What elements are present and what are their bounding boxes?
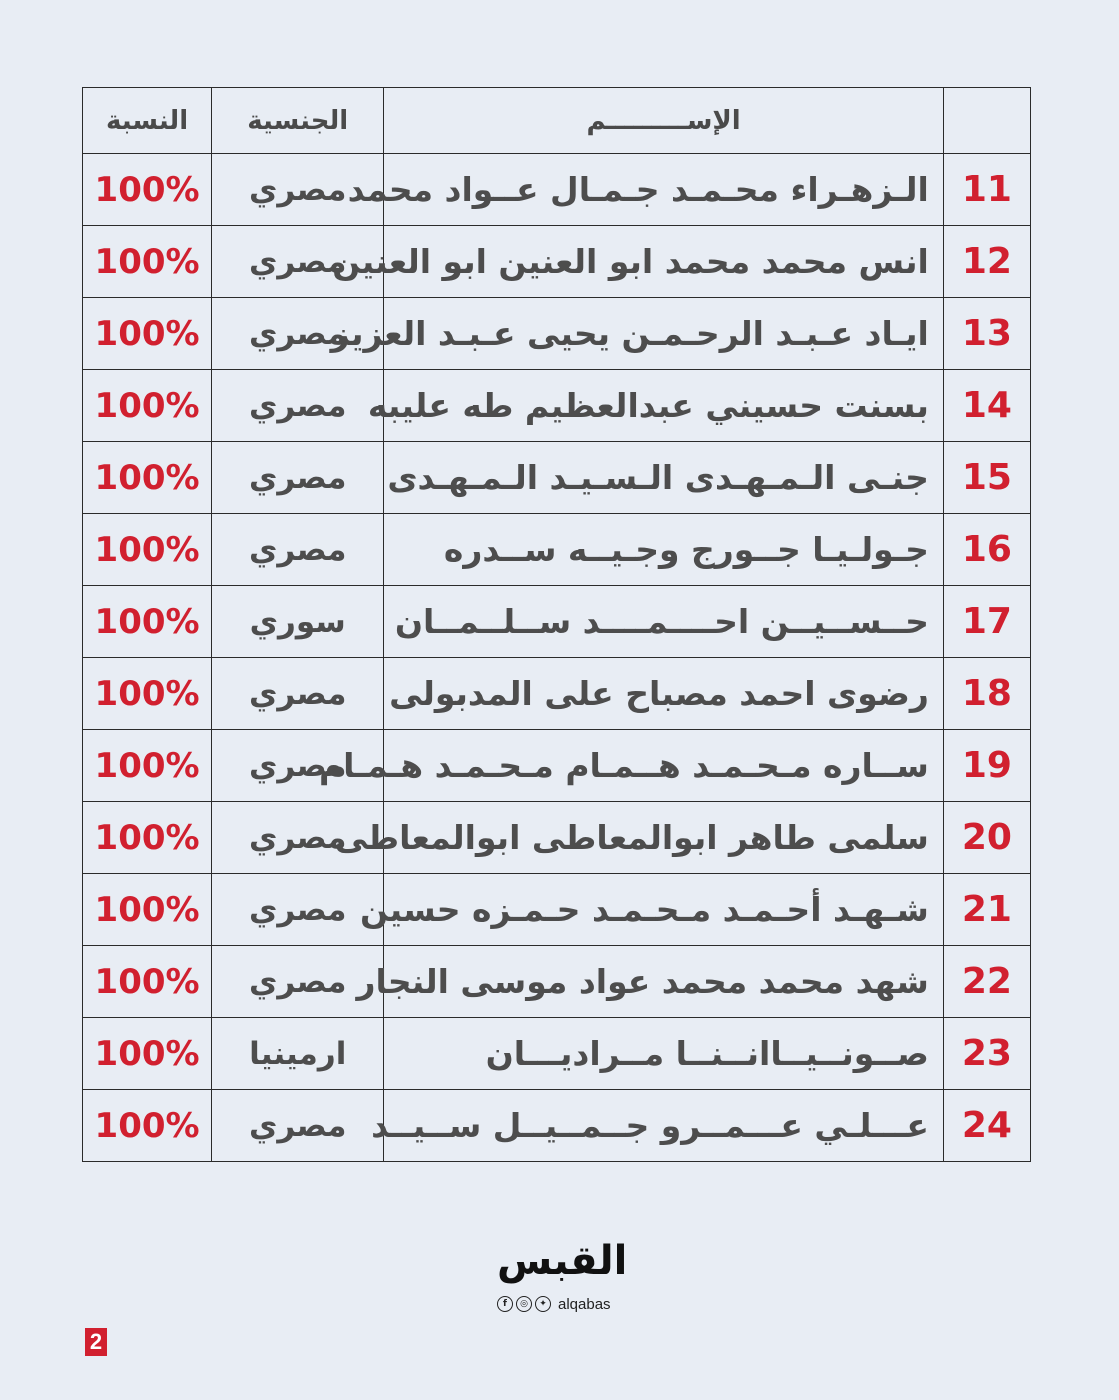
- row-number-cell: 23: [943, 1018, 1030, 1090]
- header-name: الإســـــــــم: [384, 88, 944, 154]
- table-row: [83, 658, 1031, 730]
- percentage-cell: 100%: [83, 946, 212, 1018]
- name-cell: ســاره مـحـمـد هــمـام مـحـمـد هـمـام: [384, 730, 944, 802]
- row-number-cell: 12: [943, 226, 1030, 298]
- nationality-cell: مصري: [212, 514, 384, 586]
- percentage-cell: 100%: [83, 154, 212, 226]
- alqabas-logo: [497, 1236, 627, 1286]
- facebook-icon[interactable]: f: [497, 1296, 513, 1312]
- nationality-cell: مصري: [212, 154, 384, 226]
- percentage-cell: 100%: [83, 226, 212, 298]
- header-percentage: النسبة: [83, 88, 212, 154]
- percentage-cell: 100%: [83, 370, 212, 442]
- percentage-cell: 100%: [83, 442, 212, 514]
- row-number-cell: 16: [943, 514, 1030, 586]
- table-row: [83, 1090, 1031, 1162]
- table-row: [83, 226, 1031, 298]
- row-number-cell: 11: [943, 154, 1030, 226]
- table-row: [83, 514, 1031, 586]
- row-number-cell: 20: [943, 802, 1030, 874]
- social-links: [497, 1294, 611, 1314]
- table-row: [83, 1018, 1031, 1090]
- row-number-cell: 13: [943, 298, 1030, 370]
- nationality-cell: ارمينيا: [212, 1018, 384, 1090]
- percentage-cell: 100%: [83, 802, 212, 874]
- name-cell: حــســيــن احــــمــــد ســلــمــان: [384, 586, 944, 658]
- name-cell: ايـاد عـبـد الرحـمـن يحيى عـبـد العزيز: [384, 298, 944, 370]
- nationality-cell: مصري: [212, 298, 384, 370]
- nationality-cell: مصري: [212, 802, 384, 874]
- social-handle[interactable]: alqabas: [558, 1295, 611, 1313]
- instagram-icon[interactable]: ◎: [516, 1296, 532, 1312]
- name-cell: بسنت حسيني عبدالعظيم طه عليبه: [384, 370, 944, 442]
- table-row: [83, 298, 1031, 370]
- header-row: [83, 88, 1031, 154]
- percentage-cell: 100%: [83, 514, 212, 586]
- percentage-cell: 100%: [83, 730, 212, 802]
- nationality-cell: سوري: [212, 586, 384, 658]
- table-row: [83, 586, 1031, 658]
- row-number-cell: 14: [943, 370, 1030, 442]
- table-row: [83, 154, 1031, 226]
- header-number: [943, 88, 1030, 154]
- percentage-cell: 100%: [83, 298, 212, 370]
- table-row: [83, 442, 1031, 514]
- nationality-cell: مصري: [212, 946, 384, 1018]
- logo-text: القبس: [497, 1238, 628, 1284]
- table-row: [83, 730, 1031, 802]
- name-cell: سلمى طاهر ابوالمعاطى ابوالمعاطى: [384, 802, 944, 874]
- name-cell: الـزهـراء محـمـد جـمـال عــواد محمد: [384, 154, 944, 226]
- percentage-cell: 100%: [83, 1018, 212, 1090]
- nationality-cell: مصري: [212, 226, 384, 298]
- name-cell: جنـى الـمـهـدى الـسـيـد الـمـهـدى: [384, 442, 944, 514]
- table-row: [83, 370, 1031, 442]
- page-number-badge: 2: [85, 1328, 107, 1356]
- results-table: [82, 87, 1031, 1162]
- row-number-cell: 19: [943, 730, 1030, 802]
- nationality-cell: مصري: [212, 1090, 384, 1162]
- table-row: [83, 874, 1031, 946]
- row-number-cell: 24: [943, 1090, 1030, 1162]
- row-number-cell: 15: [943, 442, 1030, 514]
- name-cell: جـولـيـا جــورج وجـيــه ســدره: [384, 514, 944, 586]
- name-cell: عـــلـي عـــمــرو جــمــيــل ســيــد: [384, 1090, 944, 1162]
- header-nationality: الجنسية: [212, 88, 384, 154]
- name-cell: شهد محمد محمد عواد موسى النجار: [384, 946, 944, 1018]
- name-cell: شـهـد أحـمـد مـحـمـد حـمـزه حسين: [384, 874, 944, 946]
- name-cell: انس محمد محمد ابو العنين ابو العنين: [384, 226, 944, 298]
- row-number-cell: 17: [943, 586, 1030, 658]
- percentage-cell: 100%: [83, 1090, 212, 1162]
- percentage-cell: 100%: [83, 586, 212, 658]
- table-header: [83, 88, 1031, 154]
- table-body: [83, 154, 1031, 1162]
- row-number-cell: 18: [943, 658, 1030, 730]
- row-number-cell: 22: [943, 946, 1030, 1018]
- table-row: [83, 946, 1031, 1018]
- nationality-cell: مصري: [212, 442, 384, 514]
- percentage-cell: 100%: [83, 874, 212, 946]
- nationality-cell: مصري: [212, 874, 384, 946]
- percentage-cell: 100%: [83, 658, 212, 730]
- row-number-cell: 21: [943, 874, 1030, 946]
- twitter-icon[interactable]: ✦: [535, 1296, 551, 1312]
- table-row: [83, 802, 1031, 874]
- nationality-cell: مصري: [212, 658, 384, 730]
- name-cell: رضوى احمد مصباح على المدبولى: [384, 658, 944, 730]
- nationality-cell: مصري: [212, 730, 384, 802]
- nationality-cell: مصري: [212, 370, 384, 442]
- name-cell: صــونــيــاانــنــا مــراديـــان: [384, 1018, 944, 1090]
